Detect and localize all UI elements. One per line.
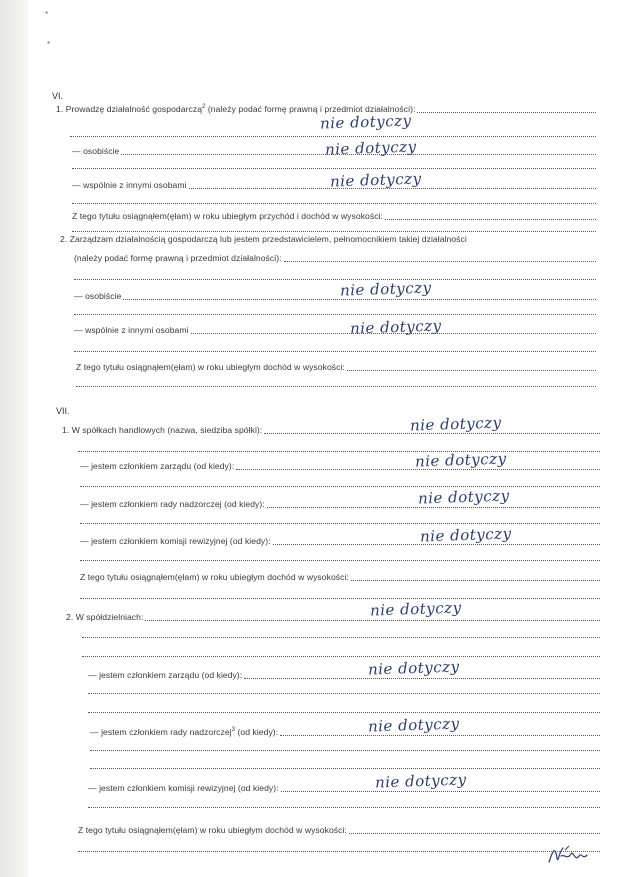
dotted-line [280,734,600,736]
handwritten-answer[interactable]: nie dotyczy [419,524,512,546]
vii-q1-rada-line [80,499,600,510]
vi-q2-line2 [74,253,596,264]
handwritten-answer[interactable]: nie dotyczy [417,486,510,508]
dotted-line [76,386,596,387]
vii-q1-income-label: Z tego tytułu osiągnąłem(ęłam) w roku ubiegłym dochód w wysokości: [80,572,349,582]
dotted-line [385,218,596,220]
vii-q1-income-line [80,572,600,583]
vi-q2-income-line [76,362,596,373]
vi-q1-wspolnie-label: — wspólnie z innymi osobami [72,180,187,190]
vi-q2-osobiscie-label: — osobiście [74,291,122,301]
handwritten-answer[interactable]: nie dotyczy [367,714,460,736]
dotted-line [88,712,600,713]
vii-q2-label: 2. W spółdzielniach: [66,612,144,622]
dotted-line [88,693,600,694]
dotted-line [72,203,596,204]
handwritten-answer[interactable]: nie dotyczy [414,449,507,471]
vii-q1-zarzad-line [80,461,600,472]
handwritten-answer[interactable]: nie dotyczy [367,657,460,679]
handwritten-answer[interactable]: nie dotyczy [324,137,417,159]
vii-q2-income-line [78,825,600,836]
dotted-line [90,750,600,751]
vi-q2-label-line1: 2. Zarządzam działalnością gospodarczą lub jestem przedstawicielem, pełnomocnikiem takiej działalności [60,234,467,244]
dotted-line [70,136,596,137]
signature-initials [545,840,593,868]
vii-q1-rada-label: — jestem członkiem rady nadzorczej (od kiedy): [80,499,265,509]
dotted-line [72,231,596,232]
scan-edge [0,0,28,877]
vii-q1-line [62,425,600,436]
vii-q2-line [66,612,600,623]
dotted-line [417,111,596,113]
vi-q2-income-label: Z tego tytułu osiągnąłem(ęłam) w roku ubiegłym dochód w wysokości: [76,362,345,372]
dotted-line [78,451,600,452]
handwritten-answer[interactable]: nie dotyczy [319,111,412,133]
handwritten-answer[interactable]: nie dotyczy [339,278,432,300]
vi-q2-label-line2: (należy podać formę prawną i przedmiot działalności): [74,253,282,263]
vii-q2-komisja-line [88,783,600,794]
vii-q2-komisja-label: — jestem członkiem komisji rewizyjnej (od kiedy): [88,783,279,793]
vi-q1-income-label: Z tego tytułu osiągnąłem(ęłam) w roku ubiegłym przychód i dochód w wysokości: [72,211,383,221]
vi-q2-wspolnie-line [74,325,596,336]
dotted-line [80,486,600,487]
dotted-line [244,677,600,679]
vii-q1-komisja-line [80,536,600,547]
vii-q2-rada-label: — jestem członkiem rady nadzorczej$^3$ (od kiedy): [90,727,279,737]
dotted-line [80,523,600,524]
dotted-line [80,598,600,599]
vii-q1-label: 1. W spółkach handlowych (nazwa, siedziba spółki): [62,425,263,435]
handwritten-answer[interactable]: nie dotyczy [329,169,422,191]
vi-q1-income-line [72,211,596,222]
dotted-line [82,656,600,657]
vi-q1-label: 1. Prowadzę działalność gospodarczą$^2$ (należy podać formę prawną i przedmiot działalności): [56,104,416,114]
handwritten-answer[interactable]: nie dotyczy [349,316,442,338]
vi-q1-osobiscie-label: — osobiście [72,146,120,156]
vii-q1-zarzad-label: — jestem członkiem zarządu (od kiedy): [80,461,235,471]
dotted-line [74,279,596,280]
dotted-line [284,260,596,262]
dotted-line [72,168,596,169]
scan-mark: * [45,10,49,19]
vii-q2-rada-line [90,727,600,738]
vi-q2-wspolnie-label: — wspólnie z innymi osobami [74,325,189,335]
vi-q2-osobiscie-line [74,291,596,302]
scan-mark: * [47,40,51,49]
vi-q2-line1 [60,234,596,245]
vii-q1-komisja-label: — jestem członkiem komisji rewizyjnej (od kiedy): [80,536,271,546]
handwritten-answer[interactable]: nie dotyczy [374,770,467,792]
handwritten-answer[interactable]: nie dotyczy [409,413,502,435]
handwritten-answer[interactable]: nie dotyczy [369,598,462,620]
section-vii-heading: VII. [56,406,70,416]
dotted-line [80,560,600,561]
dotted-line [281,790,600,792]
vii-q2-income-label: Z tego tytułu osiągnąłem(ęłam) w roku ubiegłym dochód w wysokości: [78,825,347,835]
section-vi-heading: VI. [52,91,64,101]
dotted-line [349,832,600,834]
vi-q1-line [56,104,596,115]
dotted-line [347,369,596,371]
vii-q2-zarzad-line [88,670,600,681]
dotted-line [90,768,600,769]
dotted-line [74,314,596,315]
dotted-line [78,851,600,852]
vii-q2-zarzad-label: — jestem członkiem zarządu (od kiedy): [88,670,243,680]
dotted-line [82,637,600,638]
dotted-line [88,807,600,808]
dotted-line [351,579,600,581]
dotted-line [74,351,596,352]
